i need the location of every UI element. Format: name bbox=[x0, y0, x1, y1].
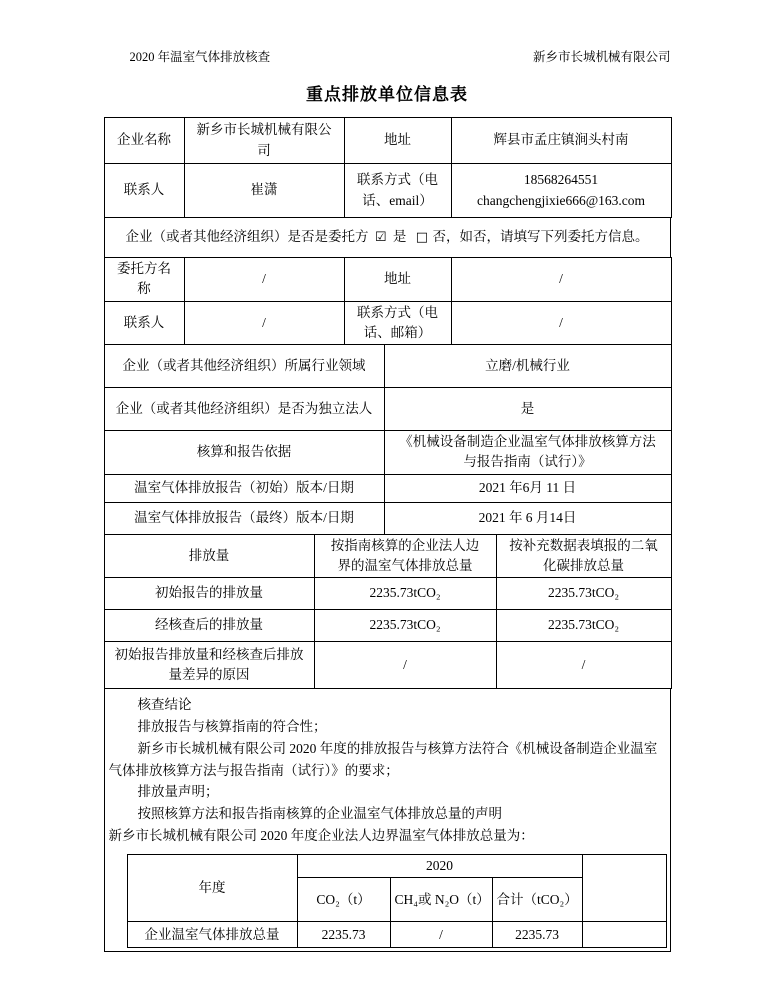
table-row bbox=[127, 922, 666, 948]
delegate-yes-label: 是 bbox=[392, 229, 407, 245]
table-row bbox=[104, 164, 671, 218]
initial-report-date-label: 温室气体排放报告（初始）版本/日期 bbox=[104, 474, 384, 502]
company-address-value: 辉县市孟庄镇涧头村南 bbox=[451, 118, 671, 164]
verified-emission-label: 经核查后的排放量 bbox=[104, 610, 314, 642]
delegate-contact-value: / bbox=[184, 301, 344, 345]
table-row bbox=[104, 474, 671, 502]
emissions-table bbox=[104, 534, 672, 690]
delegate-question-table bbox=[104, 217, 671, 258]
conclusion-line: 排放报告与核算指南的符合性； bbox=[137, 718, 327, 734]
phone-number: 18568264551 bbox=[523, 172, 599, 188]
annual-table-blank-header bbox=[582, 855, 666, 922]
table-row bbox=[104, 534, 671, 578]
year-value: 2020 bbox=[297, 855, 582, 878]
contact-person-value: 崔潇 bbox=[184, 164, 344, 218]
initial-emission-label: 初始报告的排放量 bbox=[104, 578, 314, 610]
reporting-basis-value: 《机械设备制造企业温室气体排放核算方法与报告指南（试行）》 bbox=[384, 431, 671, 475]
co2-total-value: 2235.73 bbox=[297, 922, 390, 948]
table-row bbox=[104, 431, 671, 475]
contact-method-value bbox=[451, 164, 671, 218]
checkbox-unchecked-icon: □ bbox=[415, 230, 429, 246]
difference-reason-v2: / bbox=[496, 642, 671, 689]
table-row bbox=[104, 301, 671, 345]
conclusion-line: 新乡市长城机械有限公司 2020 年度企业法人边界温室气体排放总量为： bbox=[108, 828, 534, 844]
industry-field-label: 企业（或者其他经济组织）所属行业领域 bbox=[104, 345, 384, 388]
delegate-contact-method-value: / bbox=[451, 301, 671, 345]
total-emission-row-label: 企业温室气体排放总量 bbox=[127, 922, 297, 948]
delegate-name-label: 委托方名称 bbox=[104, 258, 184, 302]
total-column-header: 合计（tCO₂） bbox=[492, 878, 582, 922]
conclusion-table bbox=[104, 688, 671, 952]
checkbox-checked-icon: ☑ bbox=[374, 230, 387, 246]
header-right-text: 新乡市长城机械有限公司 bbox=[532, 50, 671, 64]
annual-emission-table bbox=[127, 854, 667, 948]
table-row bbox=[104, 118, 671, 164]
difference-reason-label: 初始报告排放量和经核查后排放量差异的原因 bbox=[104, 642, 314, 689]
table-row bbox=[127, 855, 666, 878]
delegate-question-prefix: 企业（或者其他经济组织）是否是委托方 bbox=[125, 229, 369, 245]
contact-person-label: 联系人 bbox=[104, 164, 184, 218]
conclusion-line: 排放量声明； bbox=[137, 784, 219, 800]
table-row bbox=[104, 345, 671, 388]
year-label: 年度 bbox=[127, 855, 297, 922]
delegate-info-table bbox=[104, 257, 672, 345]
emissions-header-label: 排放量 bbox=[104, 534, 314, 578]
delegate-contact-method-label: 联系方式（电话、邮箱） bbox=[344, 301, 451, 345]
attributes-table bbox=[104, 344, 672, 535]
verified-emission-v1: 2235.73tCO₂ bbox=[314, 610, 496, 642]
table-row bbox=[104, 218, 670, 258]
initial-report-date-value: 2021 年6月 11 日 bbox=[384, 474, 671, 502]
ch4-n2o-column-header: CH₄或 N₂O（t） bbox=[390, 878, 492, 922]
delegate-question-cell bbox=[104, 218, 670, 258]
table-row bbox=[104, 610, 671, 642]
conclusion-line: 按照核算方法和报告指南核算的企业温室气体排放总量的声明 bbox=[137, 806, 502, 822]
company-address-label: 地址 bbox=[344, 118, 451, 164]
header-left-text: 2020 年温室气体排放核查 bbox=[129, 50, 271, 64]
initial-emission-v1: 2235.73tCO₂ bbox=[314, 578, 496, 610]
table-row bbox=[104, 642, 671, 689]
ch4-n2o-total-value: / bbox=[390, 922, 492, 948]
delegate-address-value: / bbox=[451, 258, 671, 302]
company-name-label: 企业名称 bbox=[104, 118, 184, 164]
table-row bbox=[104, 502, 671, 534]
conclusion-cell bbox=[104, 689, 670, 952]
industry-field-value: 立磨/机械行业 bbox=[384, 345, 671, 388]
conclusion-line: 核查结论 bbox=[137, 697, 192, 712]
delegate-question-suffix: 否，如否，请填写下列委托方信息。 bbox=[432, 229, 649, 245]
conclusion-text bbox=[105, 689, 670, 847]
independent-legal-value: 是 bbox=[384, 388, 671, 431]
emissions-header-supplement: 按补充数据表填报的二氧化碳排放总量 bbox=[496, 534, 671, 578]
final-report-date-label: 温室气体排放报告（最终）版本/日期 bbox=[104, 502, 384, 534]
independent-legal-label: 企业（或者其他经济组织）是否为独立法人 bbox=[104, 388, 384, 431]
table-row bbox=[104, 578, 671, 610]
initial-emission-v2: 2235.73tCO₂ bbox=[496, 578, 671, 610]
co2-column-header: CO₂（t） bbox=[297, 878, 390, 922]
company-name-value: 新乡市长城机械有限公司 bbox=[184, 118, 344, 164]
delegate-address-label: 地址 bbox=[344, 258, 451, 302]
page-header bbox=[104, 50, 671, 65]
difference-reason-v1: / bbox=[314, 642, 496, 689]
emissions-header-boundary: 按指南核算的企业法人边界的温室气体排放总量 bbox=[314, 534, 496, 578]
total-tco2-value: 2235.73 bbox=[492, 922, 582, 948]
delegate-contact-label: 联系人 bbox=[104, 301, 184, 345]
table-row bbox=[104, 258, 671, 302]
annual-table-blank-cell bbox=[582, 922, 666, 948]
table-row bbox=[104, 689, 670, 952]
table-row bbox=[104, 388, 671, 431]
final-report-date-value: 2021 年 6 月14日 bbox=[384, 502, 671, 534]
company-info-table bbox=[104, 117, 672, 218]
email-address: changchengjixie666@163.com bbox=[476, 192, 645, 208]
verified-emission-v2: 2235.73tCO₂ bbox=[496, 610, 671, 642]
contact-method-label: 联系方式（电话、email） bbox=[344, 164, 451, 218]
reporting-basis-label: 核算和报告依据 bbox=[104, 431, 384, 475]
delegate-name-value: / bbox=[184, 258, 344, 302]
conclusion-line: 新乡市长城机械有限公司 2020 年度的排放报告与核算方法符合《机械设备制造企业温室气体排放核算方法与报告指南（试行）》的要求； bbox=[108, 740, 658, 778]
page-title: 重点排放单位信息表 bbox=[306, 85, 468, 104]
